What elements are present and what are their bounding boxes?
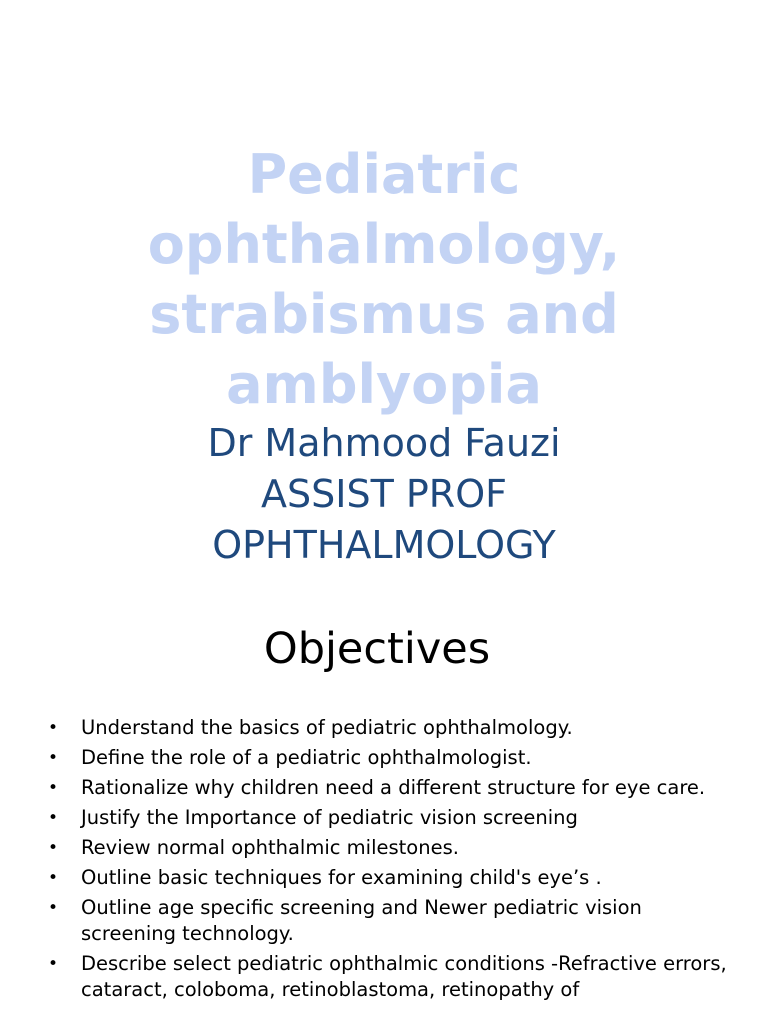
list-item [48,951,738,1003]
list-item [48,895,738,947]
list-item [48,745,738,771]
list-item-text: Describe select pediatric ophthalmic conditions -Refractive errors, cataract, coloboma, retinoblastoma, retinopathy of [81,952,727,1001]
author-position: ASSIST PROF [261,472,507,516]
list-item-text: Rationalize why children need a different structure for eye care. [81,776,706,799]
list-item-text: Define the role of a pediatric ophthalmologist. [81,746,532,769]
author-name: Dr Mahmood Fauzi [207,421,561,465]
bullet-icon: • [48,808,59,828]
list-item-text: Outline basic techniques for examining child's eye’s . [81,866,602,889]
list-item [48,805,738,831]
bullet-icon: • [48,898,59,918]
list-item [48,865,738,891]
title-line: ophthalmology, [147,213,621,276]
bullet-icon: • [48,778,59,798]
list-item-text: Understand the basics of pediatric ophthalmology. [81,716,573,739]
bullet-icon: • [48,748,59,768]
title-line: strabismus and [149,283,619,346]
bullet-icon: • [48,868,59,888]
list-item-text: Outline age specific screening and Newer pediatric vision screening technology. [81,896,642,945]
objectives-list [48,715,738,1007]
list-item [48,835,738,861]
author-block [0,418,768,571]
list-item-text: Justify the Importance of pediatric vision screening [81,806,578,829]
list-item [48,775,738,801]
bullet-icon: • [48,838,59,858]
presentation-title [0,140,768,420]
author-department: OPHTHALMOLOGY [212,523,556,567]
title-line: amblyopia [226,353,542,416]
title-line: Pediatric [247,143,521,206]
list-item [48,715,738,741]
bullet-icon: • [48,954,59,974]
objectives-heading: Objectives [263,624,491,674]
list-item-text: Review normal ophthalmic milestones. [81,836,459,859]
bullet-icon: • [48,718,59,738]
